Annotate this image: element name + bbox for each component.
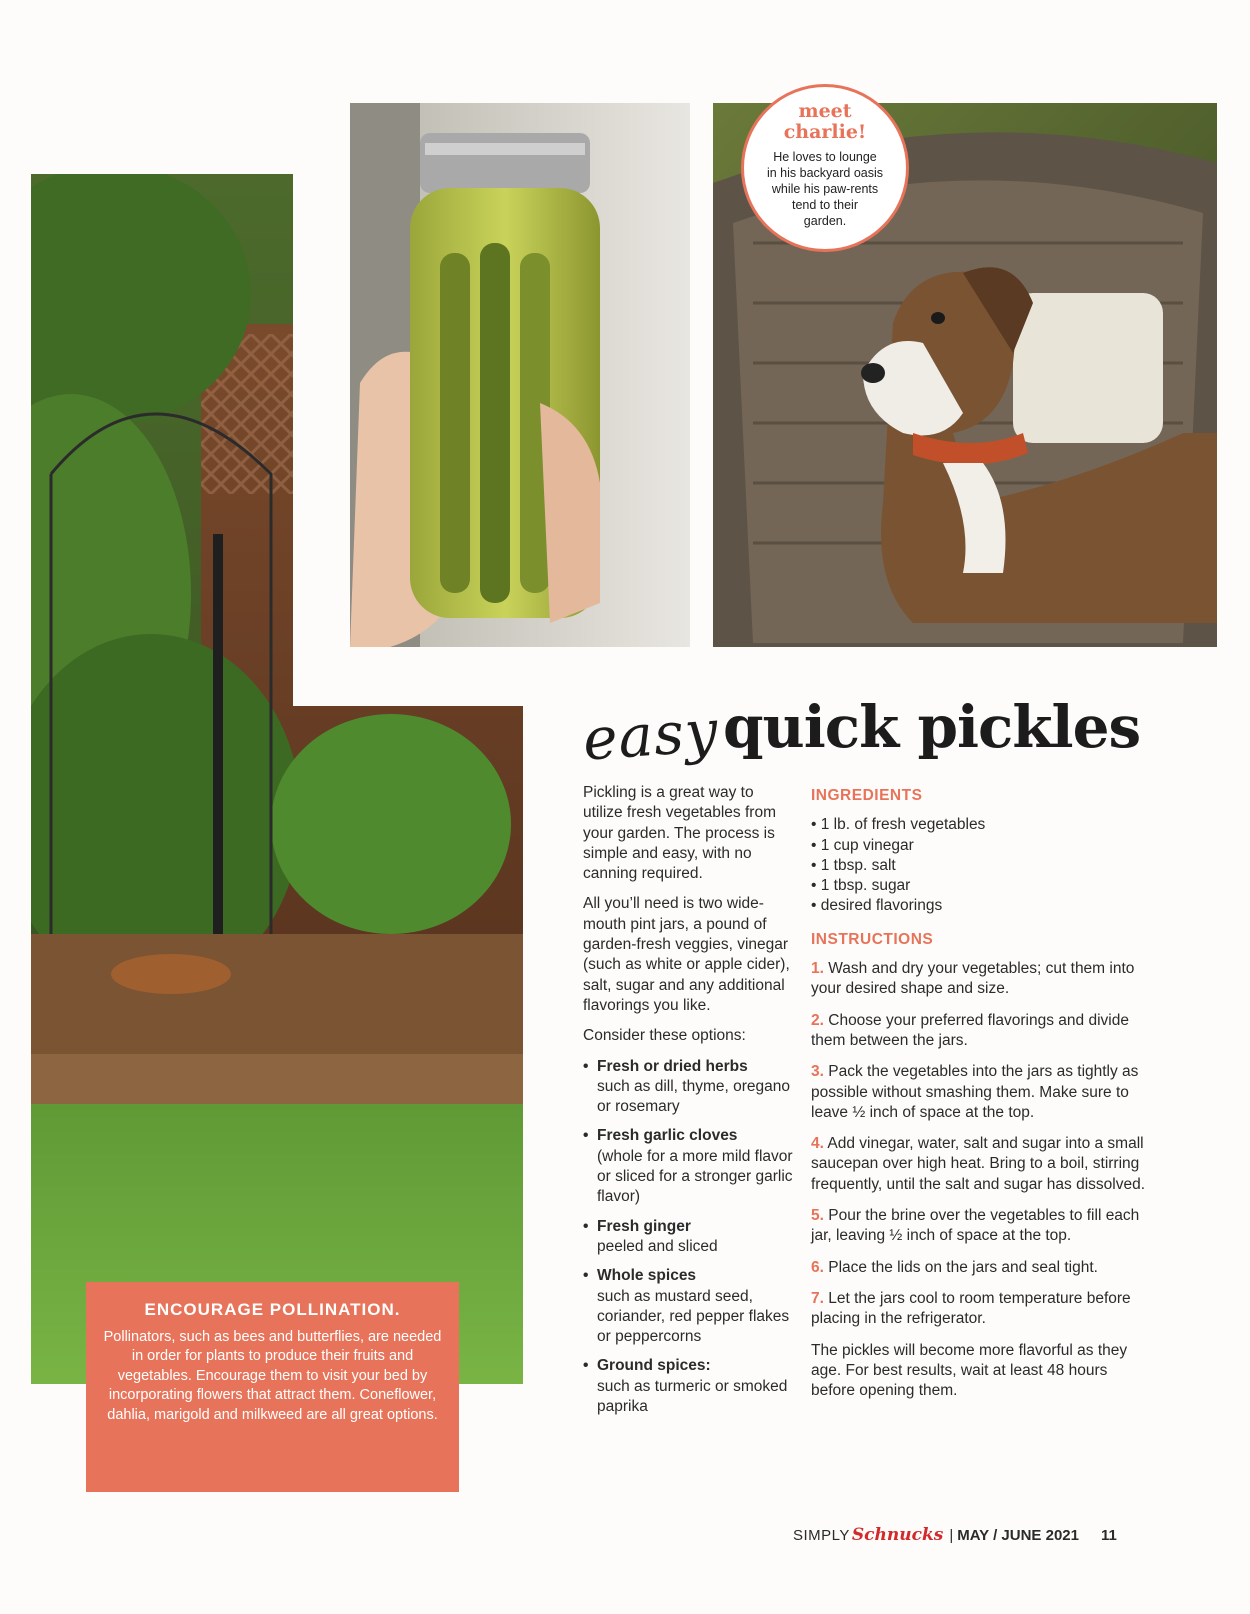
step-number: 2.	[811, 1011, 824, 1029]
intro-paragraph: All you’ll need is two wide-mouth pint jars, a pound of garden-fresh veggies, vinegar (such as white or apple cider), salt, sugar and any additional flavorings you like.	[583, 895, 790, 1014]
ingredients-list	[811, 815, 1151, 916]
recipe-column	[811, 786, 1151, 1401]
option-title: Fresh garlic cloves	[597, 1127, 738, 1145]
step-text: Pack the vegetables into the jars as tightly as possible without smashing them. Make sure to leave ½ inch of space at the top.	[811, 1063, 1139, 1121]
option-desc: such as turmeric or smoked paprika	[597, 1377, 788, 1416]
step-text: Wash and dry your vegetables; cut them into your desired shape and size.	[811, 960, 1135, 998]
pollination-callout	[86, 1282, 459, 1492]
option-title: Ground spices:	[597, 1357, 711, 1375]
pickle-jar-photo	[350, 103, 690, 647]
footer-magazine-name: SIMPLY	[793, 1527, 850, 1544]
step-text: Pour the brine over the vegetables to fill each jar, leaving ½ inch of space at the top.	[811, 1207, 1140, 1245]
option-desc: (whole for a more mild flavor or sliced for a stronger garlic flavor)	[597, 1147, 793, 1206]
option-item	[583, 1057, 793, 1118]
step-number: 4.	[811, 1135, 824, 1153]
instruction-step	[811, 959, 1151, 1000]
instruction-step	[811, 1062, 1151, 1123]
ingredient-item: • 1 lb. of fresh vegetables	[811, 815, 1151, 835]
ingredient-item: • 1 tbsp. salt	[811, 856, 1151, 876]
instruction-step	[811, 1134, 1151, 1195]
option-title: Fresh ginger	[597, 1217, 691, 1235]
bullet-icon: •	[583, 1267, 589, 1285]
article-headline	[580, 693, 1223, 783]
footer-brand-logo: Schnucks	[851, 1525, 944, 1545]
step-number: 1.	[811, 960, 824, 978]
option-item	[583, 1266, 793, 1347]
option-desc: such as dill, thyme, oregano or rosemary	[597, 1077, 790, 1116]
callout-title: ENCOURAGE POLLINATION.	[144, 1300, 401, 1319]
badge-text: He loves to lounge in his backyard oasis while his paw-rents tend to their garden.	[766, 150, 884, 228]
option-item	[583, 1126, 793, 1207]
step-number: 5.	[811, 1207, 824, 1225]
intro-paragraph: Pickling is a great way to utilize fresh vegetables from your garden. The process is simple and easy, with no canning required.	[583, 784, 776, 883]
option-item	[583, 1356, 793, 1417]
footer-issue-date: MAY / JUNE 2021	[957, 1527, 1079, 1544]
step-text: Let the jars cool to room temperature before placing in the refrigerator.	[811, 1289, 1131, 1328]
step-number: 7.	[811, 1289, 824, 1307]
step-number: 6.	[811, 1258, 824, 1276]
ingredient-item: • 1 tbsp. sugar	[811, 876, 1151, 896]
step-text: Place the lids on the jars and seal tight.	[828, 1258, 1098, 1276]
bullet-icon: •	[583, 1217, 589, 1235]
page-number: 11	[1100, 1527, 1117, 1544]
option-title: Whole spices	[597, 1267, 697, 1285]
meet-charlie-badge	[741, 84, 909, 252]
ingredients-heading: INGREDIENTS	[811, 787, 923, 804]
option-desc: such as mustard seed, coriander, red pepper flakes or peppercorns	[597, 1287, 790, 1346]
option-title: Fresh or dried herbs	[597, 1057, 748, 1075]
footer-separator: |	[949, 1527, 954, 1544]
instruction-step	[811, 1206, 1151, 1247]
instructions-heading: INSTRUCTIONS	[811, 930, 934, 948]
instruction-step	[811, 1289, 1151, 1330]
bullet-icon: •	[583, 1057, 589, 1075]
bullet-icon: •	[583, 1127, 589, 1145]
step-text: Choose your preferred flavorings and divide them between the jars.	[811, 1011, 1129, 1049]
headline-main: quick pickles	[723, 693, 1141, 761]
ingredient-item: • 1 cup vinegar	[811, 836, 1151, 856]
intro-paragraph: Consider these options:	[583, 1027, 746, 1045]
instruction-step	[811, 1258, 1151, 1278]
instruction-step	[811, 1011, 1151, 1052]
option-desc: peeled and sliced	[597, 1237, 718, 1255]
outro-paragraph: The pickles will become more flavorful as they age. For best results, wait at least 48 hours before opening them.	[811, 1341, 1128, 1400]
intro-column	[583, 783, 793, 1426]
step-text: Add vinegar, water, salt and sugar into a small saucepan over high heat. Bring to a boil, stirring frequently, until the salt and sugar has dissolved.	[811, 1135, 1146, 1193]
bullet-icon: •	[583, 1357, 589, 1375]
page-footer	[793, 1525, 1193, 1549]
step-number: 3.	[811, 1063, 824, 1081]
option-item	[583, 1217, 793, 1258]
badge-title: meet charlie!	[783, 100, 867, 143]
headline-script: easy	[580, 696, 721, 774]
ingredient-item: • desired flavorings	[811, 896, 1151, 916]
callout-text: Pollinators, such as bees and butterflies, are needed in order for plants to produce their fruits and vegetables. Encourage them to visit your bed by incorporating flowers that attract them. Coneflower, dahlia, marigold and milkweed are all great options.	[103, 1329, 442, 1423]
